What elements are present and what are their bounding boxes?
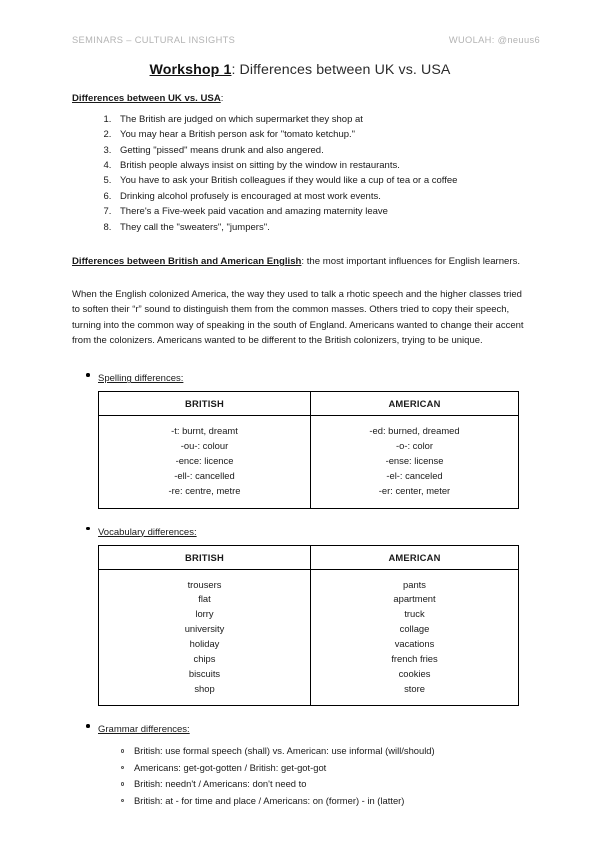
history-paragraph: When the English colonized America, the way they used to talk a rhotic speech and the higher classes tried to soften their “r” sound to distinguish them from the common masses. Others tried to copy their speech, turning into the common way of speaking in the south of England. Americans wanted to change their accent from the colonizers. Americans wanted to be different to the British colonizers, trying to be unique.	[72, 288, 524, 346]
cell-line: -ense: license	[385, 455, 444, 467]
grammar-list	[98, 743, 528, 809]
list-item: Americans: get-got-gotten / British: get-got-got	[134, 760, 528, 776]
cell-line: university	[184, 623, 225, 635]
column-header-american: AMERICAN	[311, 545, 519, 569]
page-title-strong: Workshop 1	[149, 62, 232, 78]
list-item: 7. There's a Five-week paid vacation and amazing maternity leave	[114, 204, 528, 219]
running-header	[72, 35, 540, 45]
vocabulary-label: Vocabulary differences:	[98, 526, 197, 538]
cell-line: holiday	[189, 638, 220, 650]
column-header-british: BRITISH	[99, 545, 311, 569]
cell-line: -ell-: cancelled	[174, 469, 235, 481]
cell-line: -ence: licence	[175, 455, 234, 467]
grammar-bullet	[98, 719, 528, 809]
cell-line: apartment	[393, 593, 436, 605]
vocabulary-section	[72, 522, 528, 707]
spelling-section	[72, 368, 528, 508]
list-item: 3. Getting "pissed" means drunk and also angered.	[114, 143, 528, 158]
spelling-american-cell	[311, 416, 519, 508]
section-heading-uk-usa-rest: :	[220, 93, 224, 104]
cell-line: -ou-: colour	[180, 440, 229, 452]
cell-line: french fries	[391, 652, 438, 664]
uk-usa-list	[72, 112, 528, 235]
section-heading-uk-usa	[72, 92, 528, 106]
cell-line: chips	[193, 652, 216, 664]
table-header-row	[99, 392, 519, 416]
cell-line: -t: burnt, dreamt	[171, 425, 238, 437]
grammar-label: Grammar differences:	[98, 724, 190, 736]
list-item: 2. You may hear a British person ask for "tomato ketchup."	[114, 127, 528, 142]
vocabulary-bullet	[98, 522, 528, 707]
spelling-british-cell	[99, 416, 311, 508]
table-row	[99, 569, 519, 706]
section-heading-british-american	[72, 255, 528, 269]
cell-line: trousers	[187, 578, 222, 590]
cell-line: -el-: canceled	[386, 469, 443, 481]
list-item: British: use formal speech (shall) vs. American: use informal (will/should)	[134, 743, 528, 759]
table-row	[99, 416, 519, 508]
cell-line: -ed: burned, dreamed	[369, 425, 460, 437]
list-item: 8. They call the "sweaters", "jumpers".	[114, 220, 528, 235]
cell-line: flat	[198, 593, 211, 605]
cell-line: pants	[403, 578, 426, 590]
cell-line: truck	[404, 608, 425, 620]
header-watermark: WUOLAH: @neuus6	[448, 35, 540, 45]
cell-line: lorry	[195, 608, 214, 620]
list-item: 4. British people always insist on sitting by the window in restaurants.	[114, 158, 528, 173]
cell-line: -er: center, meter	[378, 484, 451, 496]
list-item: British: needn't / Americans: don't need to	[134, 776, 528, 792]
spelling-label: Spelling differences:	[98, 373, 184, 385]
list-item: 6. Drinking alcohol profusely is encouraged at most work events.	[114, 189, 528, 204]
cell-line: shop	[194, 682, 215, 694]
column-header-american: AMERICAN	[311, 392, 519, 416]
cell-line: -o-: color	[396, 440, 433, 452]
header-course-label: SEMINARS – CULTURAL INSIGHTS	[72, 35, 236, 45]
cell-line: vacations	[394, 638, 435, 650]
list-item: 5. You have to ask your British colleagues if they would like a cup of tea or a coffee	[114, 173, 528, 188]
spelling-bullet	[98, 368, 528, 508]
spacer	[72, 509, 528, 522]
cell-line: collage	[399, 623, 430, 635]
cell-line: -re: centre, metre	[168, 484, 241, 496]
grammar-section	[72, 719, 528, 809]
section-heading-uk-usa-strong: Differences between UK vs. USA	[72, 93, 221, 104]
cell-line: store	[404, 682, 425, 694]
cell-line: cookies	[398, 667, 431, 679]
vocabulary-american-cell	[311, 569, 519, 706]
spelling-table	[98, 391, 519, 508]
vocabulary-table	[98, 545, 519, 707]
section-heading-british-american-rest: : the most important influences for English learners.	[301, 255, 521, 267]
page-title	[72, 62, 528, 78]
table-header-row	[99, 545, 519, 569]
column-header-british: BRITISH	[99, 392, 311, 416]
section-heading-british-american-strong: Differences between British and American English	[72, 255, 302, 267]
vocabulary-british-cell	[99, 569, 311, 706]
document-content	[72, 62, 528, 809]
spacer	[72, 235, 528, 255]
cell-line: biscuits	[188, 667, 221, 679]
spacer	[72, 348, 528, 368]
page-title-rest: : Differences between UK vs. USA	[231, 62, 451, 78]
list-item: 1. The British are judged on which supermarket they shop at	[114, 112, 528, 127]
spacer	[72, 706, 528, 719]
list-item: British: at - for time and place / Americans: on (former) - in (latter)	[134, 793, 528, 809]
